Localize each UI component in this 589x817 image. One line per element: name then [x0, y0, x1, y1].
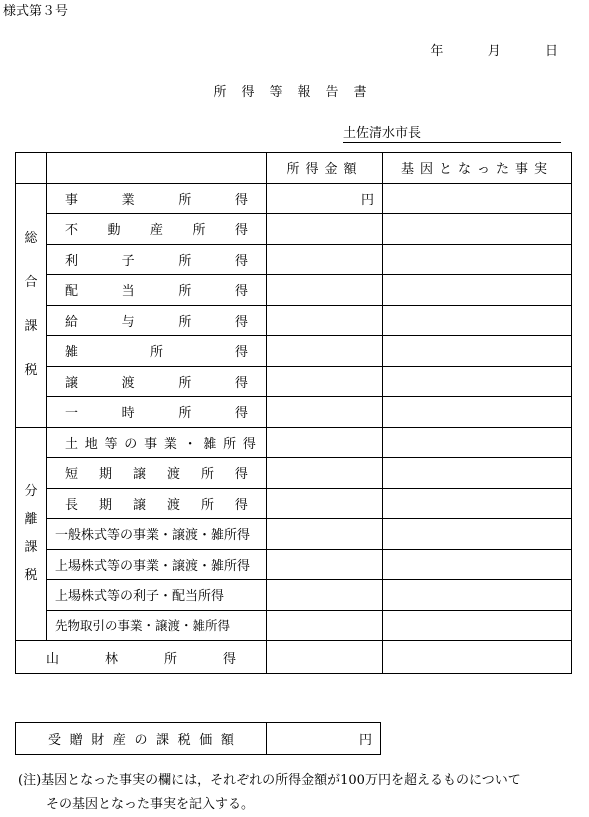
- header-blank-cat: [16, 153, 47, 184]
- amount-cell[interactable]: [267, 214, 383, 245]
- recipient: 土佐清水市長: [343, 122, 561, 143]
- document-title: 所得等報告書: [213, 85, 382, 100]
- header-amount: 所得金額: [267, 153, 383, 184]
- cause-cell[interactable]: [383, 641, 572, 674]
- forest-income-label: [16, 641, 267, 674]
- amount-cell[interactable]: [267, 488, 383, 519]
- table-row: [16, 610, 572, 641]
- note-line-2: その基因となった事実を記入する。: [46, 797, 255, 812]
- item-text: 山 林 所 得: [46, 651, 236, 667]
- table-row: [16, 580, 572, 611]
- amount-cell[interactable]: [267, 244, 383, 275]
- item-text: 譲 渡 所 得: [65, 375, 248, 391]
- table-row: [16, 488, 572, 519]
- gift-row: [16, 723, 381, 755]
- form-number: 様式第３号: [3, 4, 69, 19]
- cause-cell[interactable]: [383, 275, 572, 306]
- amount-cell[interactable]: [267, 580, 383, 611]
- item-label: [47, 397, 267, 428]
- table-header-row: [16, 153, 572, 184]
- table-row: [16, 244, 572, 275]
- item-text: 土 地 等 の 事 業 ・ 雑 所 得: [65, 436, 256, 452]
- table-row: [16, 275, 572, 306]
- date-line: [0, 40, 558, 59]
- item-label: [47, 366, 267, 397]
- item-text: 受 贈 財 産 の 課 税 価 額: [48, 733, 234, 748]
- item-label: 上場株式等の事業・譲渡・雑所得: [47, 549, 267, 580]
- day-label: 日: [544, 44, 558, 59]
- cause-cell[interactable]: [383, 580, 572, 611]
- amount-cell[interactable]: [267, 305, 383, 336]
- note: [18, 769, 589, 817]
- item-label: 上場株式等の利子・配当所得: [47, 580, 267, 611]
- item-label: [47, 244, 267, 275]
- item-label: [47, 275, 267, 306]
- year-label: 年: [430, 44, 444, 59]
- cause-cell[interactable]: [383, 549, 572, 580]
- amount-cell[interactable]: 円: [267, 183, 383, 214]
- cause-cell[interactable]: [383, 214, 572, 245]
- cause-cell[interactable]: [383, 397, 572, 428]
- gift-label: [16, 723, 267, 755]
- category-separate: [16, 427, 47, 641]
- cause-cell[interactable]: [383, 366, 572, 397]
- amount-cell[interactable]: [267, 427, 383, 458]
- item-text: 一 時 所 得: [65, 406, 248, 422]
- table-row: [16, 366, 572, 397]
- item-text: 短 期 譲 渡 所 得: [65, 467, 248, 483]
- amount-cell[interactable]: [267, 366, 383, 397]
- cause-cell[interactable]: [383, 183, 572, 214]
- note-line-1: (注)基因となった事実の欄には，それぞれの所得金額が100万円を超えるものについて: [18, 773, 521, 788]
- item-label: [47, 214, 267, 245]
- amount-cell[interactable]: [267, 458, 383, 489]
- income-table: [15, 152, 572, 674]
- item-text: 給 与 所 得: [65, 314, 248, 330]
- amount-cell[interactable]: [267, 641, 383, 674]
- table-row: [16, 519, 572, 550]
- item-text: 雑 所 得: [65, 345, 248, 361]
- category-separate-label: 分 離 課 税: [24, 483, 38, 583]
- table-row: [16, 427, 572, 458]
- item-text: 利 子 所 得: [65, 253, 248, 269]
- cause-cell[interactable]: [383, 519, 572, 550]
- item-label: [47, 458, 267, 489]
- amount-cell[interactable]: [267, 549, 383, 580]
- table-row: [16, 214, 572, 245]
- cause-cell[interactable]: [383, 427, 572, 458]
- amount-cell[interactable]: [267, 397, 383, 428]
- gift-table: [15, 722, 381, 755]
- table-row: [16, 549, 572, 580]
- cause-cell[interactable]: [383, 610, 572, 641]
- item-text: 配 当 所 得: [65, 284, 248, 300]
- item-label: [47, 427, 267, 458]
- amount-cell[interactable]: [267, 519, 383, 550]
- amount-cell[interactable]: [267, 336, 383, 367]
- item-text: 事 業 所 得: [65, 192, 248, 208]
- item-label: [47, 488, 267, 519]
- category-general: [16, 183, 47, 427]
- gift-amount-cell[interactable]: 円: [267, 723, 381, 755]
- table-row: [16, 305, 572, 336]
- table-row: [16, 336, 572, 367]
- amount-cell[interactable]: [267, 275, 383, 306]
- cause-cell[interactable]: [383, 336, 572, 367]
- category-general-label: 総 合 課 税: [24, 231, 38, 378]
- cause-cell[interactable]: [383, 244, 572, 275]
- table-row: [16, 641, 572, 674]
- item-text: 長 期 譲 渡 所 得: [65, 497, 248, 513]
- item-label: [47, 183, 267, 214]
- item-label: [47, 336, 267, 367]
- cause-cell[interactable]: [383, 458, 572, 489]
- header-blank-item: [47, 153, 267, 184]
- month-label: 月: [487, 44, 501, 59]
- item-label: 一般株式等の事業・譲渡・雑所得: [47, 519, 267, 550]
- cause-cell[interactable]: [383, 488, 572, 519]
- header-cause: 基因となった事実: [383, 153, 572, 184]
- amount-cell[interactable]: [267, 610, 383, 641]
- item-text: 不 動 産 所 得: [65, 223, 248, 239]
- item-label: [47, 305, 267, 336]
- table-row: [16, 458, 572, 489]
- cause-cell[interactable]: [383, 305, 572, 336]
- table-row: [16, 183, 572, 214]
- table-row: [16, 397, 572, 428]
- item-label: 先物取引の事業・譲渡・雑所得: [47, 610, 267, 641]
